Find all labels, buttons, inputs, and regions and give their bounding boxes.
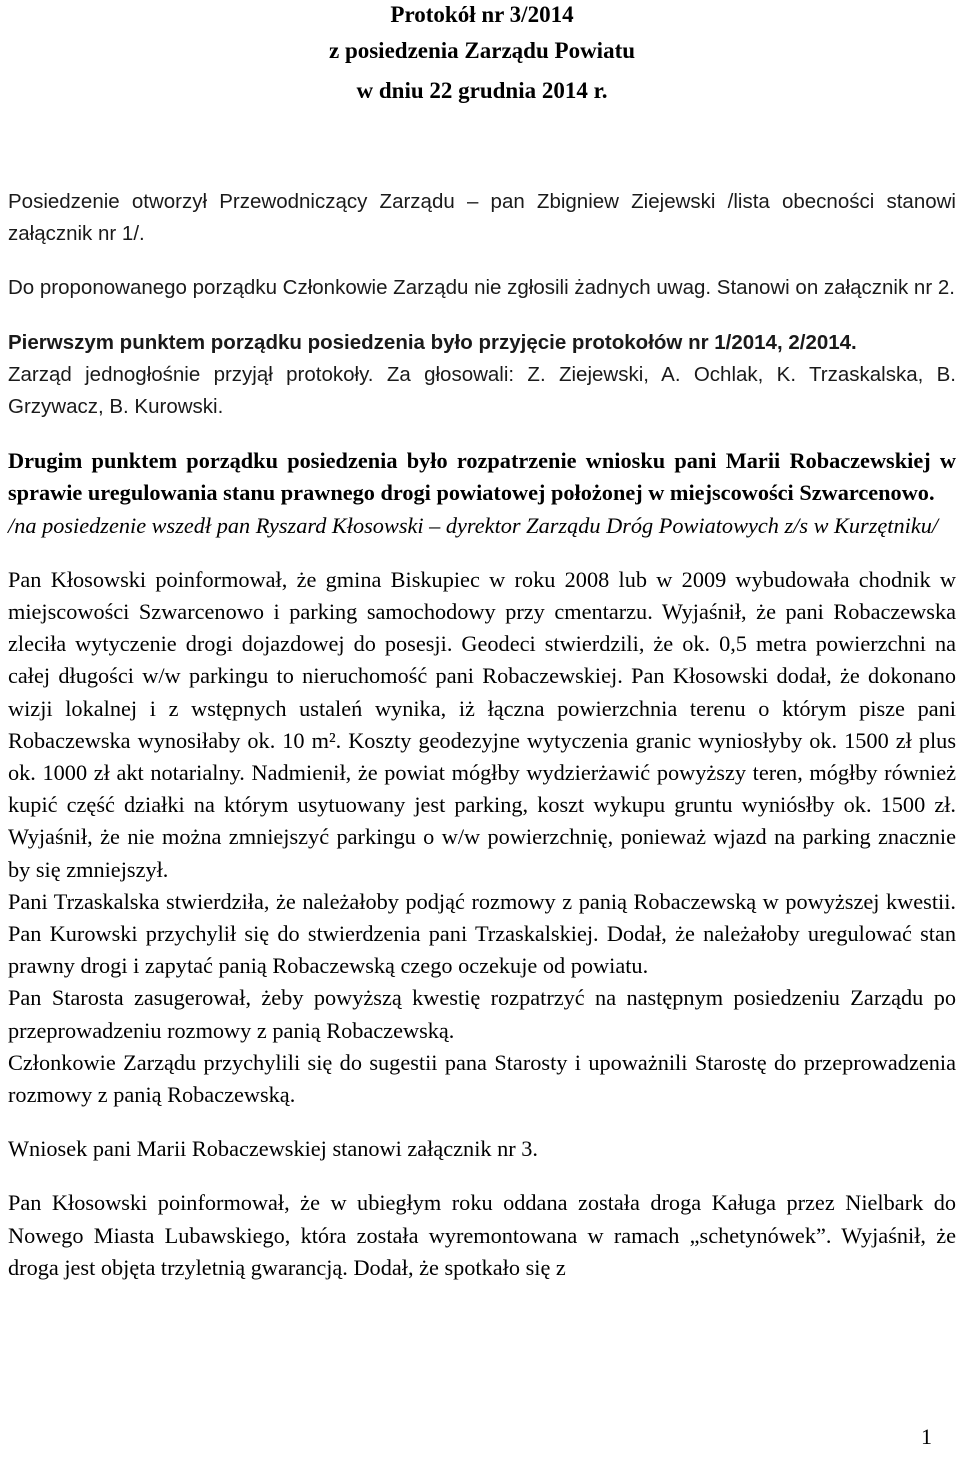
paragraph-attachment-3: Wniosek pani Marii Robaczewskiej stanowi załącznik nr 3. <box>8 1136 538 1162</box>
spacer <box>8 1165 956 1187</box>
paragraph-opening: Posiedzenie otworzył Przewodniczący Zarządu – pan Zbigniew Ziejewski /lista obecności stanowi załącznik nr 1/. <box>8 190 956 246</box>
protocol-subtitle: z posiedzenia Zarządu Powiatu <box>328 38 636 63</box>
document-page <box>8 0 956 1284</box>
spacer <box>8 110 956 186</box>
paragraph-board-decision: Członkowie Zarządu przychylili się do sugestii pana Starosty i upoważnili Starostę do przeprowadzenia rozmowy z panią Robaczewską. <box>8 1049 956 1108</box>
spacer <box>8 542 956 564</box>
paragraph-starosta: Pan Starosta zasugerował, żeby powyższą kwestię rozpatrzyć na następnym posiedzeniu Zarządu po przeprowadzeniu rozmowy z panią Robaczewską. <box>8 985 956 1043</box>
protocol-title: Protokół nr 3/2014 <box>390 2 574 27</box>
page-number: 1 <box>921 1424 932 1449</box>
spacer <box>8 1111 956 1133</box>
paragraph-point-1-vote: Zarząd jednogłośnie przyjął protokoły. Za głosowali: Z. Ziejewski, A. Ochlak, K. Trzaskalska, B. Grzywacz, B. Kurowski. <box>8 362 956 419</box>
paragraph-road-kaluga: Pan Kłosowski poinformował, że w ubiegłym roku oddana została droga Kaługa przez Nielbark do Nowego Miasta Lubawskiego, która została wyremontowana w ramach „schetynówek”. Wyjaśnił, że droga jest objęta trzyletnią gwarancją. Dodał, że spotkało się z <box>8 1190 956 1280</box>
spacer <box>8 250 956 272</box>
spacer <box>8 305 956 327</box>
paragraph-agenda: Do proponowanego porządku Członkowie Zarządu nie zgłosili żadnych uwag. Stanowi on załącznik nr 2. <box>8 276 955 300</box>
paragraph-point-1-heading: Pierwszym punktem porządku posiedzenia było przyjęcie protokołów nr 1/2014, 2/2014. <box>8 330 857 354</box>
paragraph-point-2-note: /na posiedzenie wszedł pan Ryszard Kłosowski – dyrektor Zarządu Dróg Powiatowych z/s w Kurzętniku/ <box>8 512 939 538</box>
paragraph-trzaskalska: Pani Trzaskalska stwierdziła, że należałoby podjąć rozmowy z panią Robaczewską w powyższej kwestii. Pan Kurowski przychylił się do stwierdzenia pani Trzaskalskiej. Dodał, że należałoby uregulować stan prawny drogi i zapytać panią Robaczewską czego oczekuje od powiatu. <box>8 888 956 979</box>
paragraph-point-2-heading: Drugim punktem porządku posiedzenia było rozpatrzenie wniosku pani Marii Robaczewskiej w sprawie uregulowania stanu prawnego drogi powiatowej położonej w miejscowości Szwarcenowo. <box>8 448 956 506</box>
document-header <box>8 0 956 110</box>
spacer <box>8 423 956 445</box>
protocol-date: w dniu 22 grudnia 2014 r. <box>356 78 608 103</box>
paragraph-klosowski-report: Pan Kłosowski poinformował, że gmina Biskupiec w roku 2008 lub w 2009 wybudowała chodnik w miejscowości Szwarcenowo i parking samochodowy przy cmentarzu. Wyjaśnił, że pani Robaczewska zleciła wytyczenie drogi dojazdowej do posesji. Geodeci stwierdzili, że ok. 0,5 metra powierzchni na całej długości w/w parkingu to nieruchomość pani Robaczewskiej. Pan Kłosowski dodał, że dokonano wizji lokalnej i z wstępnych ustaleń wynika, iż łączna powierzchnia terenu o którym pisze pani Robaczewska wynosiłaby ok. 10 m². Koszty geodezyjne wytyczenia granic wyniosłyby ok. 1500 zł plus ok. 1000 zł akt notarialny. Nadmienił, że powiat mógłby wydzierżawić powyższy teren, mógłby również kupić część działki na którym usytuowany jest parking, koszt wykupu gruntu wyniósłby ok. 1500 zł. Wyjaśnił, że nie można zmniejszyć parkingu o w/w powierzchnię, ponieważ wjazd na parking znacznie by się zmniejszył. <box>8 566 956 882</box>
